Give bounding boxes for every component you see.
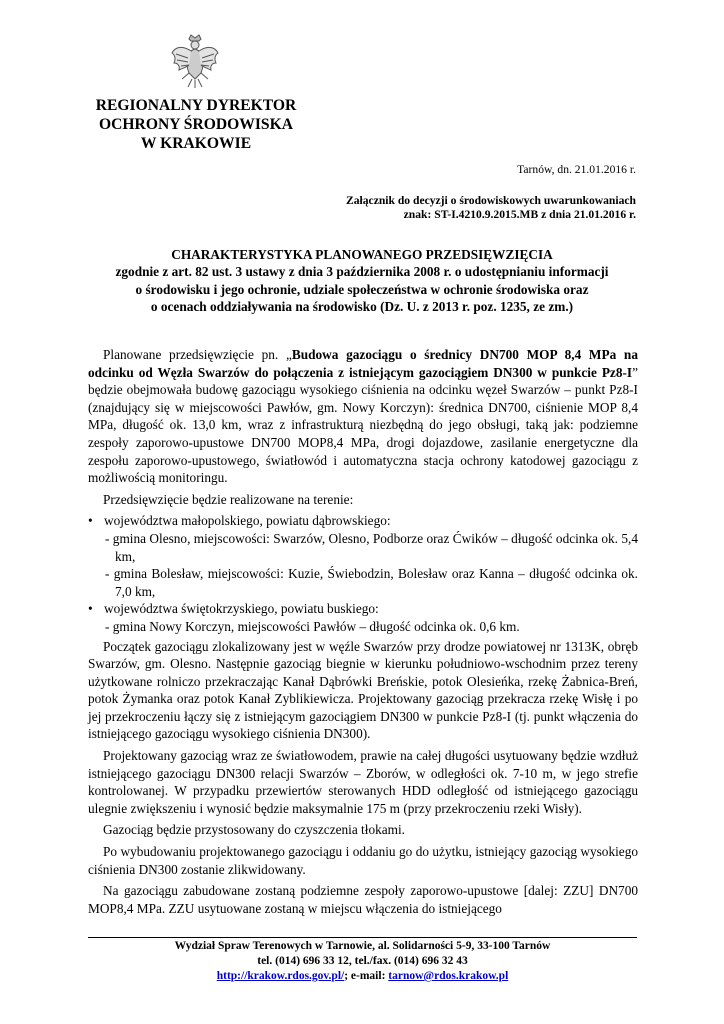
- annex-line: znak: ST-I.4210.9.2015.MB z dnia 21.01.2016 r.: [403, 208, 636, 221]
- list-item: - gmina Bolesław, miejscowości: Kuzie, Świebodzin, Bolesław oraz Kanna – długość odcinka ok. 7,0 km,: [105, 566, 638, 599]
- paragraph: Przedsięwzięcie będzie realizowane na terenie:: [103, 491, 354, 507]
- paragraph: Na gazociągu zabudowane zostaną podziemne zespoły zaporowo-upustowe [dalej: ZZU] DN700 MOP8,4 MPa. ZZU usytuowane zostaną w miejscu włączenia do istniejącego: [88, 883, 638, 916]
- authority-line: W KRAKOWIE: [140, 135, 252, 152]
- authority-name: [88, 96, 304, 153]
- project-name: Budowa gazociągu o średnicy DN700 MOP 8,4 MPa na odcinku od Węzła Swarzów do połączenia z istniejącym gazociągiem DN300 w punkcie Pz8-I: [88, 347, 638, 380]
- document-title: [80, 246, 644, 315]
- date-line: Tarnów, dn. 21.01.2016 r.: [517, 163, 636, 176]
- authority-line: OCHRONY ŚRODOWISKA: [99, 116, 293, 133]
- title-line: CHARAKTERYSTYKA PLANOWANEGO PRZEDSIĘWZIĘCIA: [171, 247, 553, 262]
- list-item: - gmina Olesno, miejscowości: Swarzów, Olesno, Podborze oraz Ćwików – długość odcinka ok. 5,4 km,: [105, 530, 638, 564]
- paragraph: Gazociąg będzie przystosowany do czyszczenia tłokami.: [103, 822, 406, 838]
- document-body: [88, 346, 638, 921]
- paragraph: Projektowany gazociąg wraz ze światłowodem, prawie na całej długości usytuowany będzie wzdłuż istniejącego gazociągu DN300 relacji Swarzów – Zborów, w odległości ok. 7-10 m, w jego strefie kontrolowanej. W przypadku przewiertów sterowanych HDD odległość od istniejącego gazociągu ulegnie zwiększeniu i wynosić będzie maksymalnie 175 m (przy przekroczeniu rzeki Wisły).: [88, 748, 638, 816]
- paragraph-text: ” będzie obejmowała budowę gazociągu wysokiego ciśnienia na odcinku węzeł Swarzów – punkt Pz8-I (znajdujący się w miejscowości Pawłów, gm. Nowy Korczyn): średnica DN700, ciśnienie MOP 8,4 MPa, długość ok. 13,0 km, wraz z infrastrukturą niezbędną do jego obsługi, taką jak: podziemne zespoły zaporowo-upustowe DN700 MOP8,4 MPa, drogi dojazdowe, zasilanie energetyczne dla zespołu zaporowo-upustowego, światłowód i automatyczna stacja ochrony katodowej gazociągu z możliwością monitoringu.: [88, 364, 638, 486]
- footer: [88, 939, 637, 984]
- list-item: [88, 512, 638, 600]
- authority-line: REGIONALNY DYREKTOR: [95, 97, 297, 114]
- bullet-icon: •: [88, 513, 93, 529]
- list-item: - gmina Nowy Korczyn, miejscowości Pawłów – długość odcinka ok. 0,6 km.: [105, 618, 520, 634]
- footer-address: Wydział Spraw Terenowych w Tarnowie, al. Solidarności 5-9, 33-100 Tarnów: [174, 940, 551, 952]
- annex-line: Załącznik do decyzji o środowiskowych uwarunkowaniach: [346, 194, 636, 207]
- list-item-label: województwa świętokrzyskiego, powiatu buskiego:: [104, 601, 379, 617]
- voivodeship-list: [88, 512, 638, 635]
- annex-reference: [346, 194, 636, 222]
- bullet-icon: •: [88, 601, 93, 617]
- title-line: zgodnie z art. 82 ust. 3 ustawy z dnia 3 października 2008 r. o udostępnianiu informacji: [115, 264, 609, 280]
- list-item-label: województwa małopolskiego, powiatu dąbrowskiego:: [104, 513, 391, 529]
- list-item: [88, 600, 638, 635]
- title-line: o ocenach oddziaływania na środowisko (Dz. U. z 2013 r. poz. 1235, ze zm.): [150, 298, 574, 314]
- municipality-list: [88, 530, 638, 600]
- polish-eagle-icon: [170, 33, 220, 89]
- paragraph: [88, 346, 638, 487]
- municipality-list: [88, 618, 638, 636]
- paragraph-text: Planowane przedsięwzięcie pn. „: [103, 347, 292, 362]
- title-line: o środowisku i jego ochronie, udziale społeczeństwa w ochronie środowiska oraz: [135, 281, 589, 297]
- paragraph: Po wybudowaniu projektowanego gazociągu i oddaniu go do użytku, istniejący gazociąg wysokiego ciśnienia DN300 zostanie zlikwidowany.: [88, 844, 638, 877]
- email-link[interactable]: tarnow@rdos.krakow.pl: [388, 970, 509, 982]
- email-label: ; e-mail:: [344, 970, 389, 982]
- website-link[interactable]: http://krakow.rdos.gov.pl/: [216, 970, 345, 982]
- footer-divider: [88, 937, 637, 938]
- footer-contact: [88, 969, 637, 984]
- paragraph: Początek gazociągu zlokalizowany jest w węźle Swarzów przy drodze powiatowej nr 1313K, obręb Swarzów, gm. Olesno. Następnie gazociąg biegnie w kierunku południowo-wschodnim przez tereny użytkowane rolniczo przekraczając Kanał Dąbrówki Breńskie, potok Olesieńka, rzekę Żabnica-Breń, potok Żymanka oraz potok Kanał Zyblikiewicza. Projektowany gazociąg przekracza rzekę Wisłę i po jej przekroczeniu łączy się z istniejącym gazociągiem DN300 w punkcie Pz8-I (tj. punkt włączenia do istniejącego gazociągu wysokiego ciśnienia DN300).: [88, 638, 638, 742]
- footer-phone: tel. (014) 696 33 12, tel./fax. (014) 696 32 43: [257, 955, 468, 967]
